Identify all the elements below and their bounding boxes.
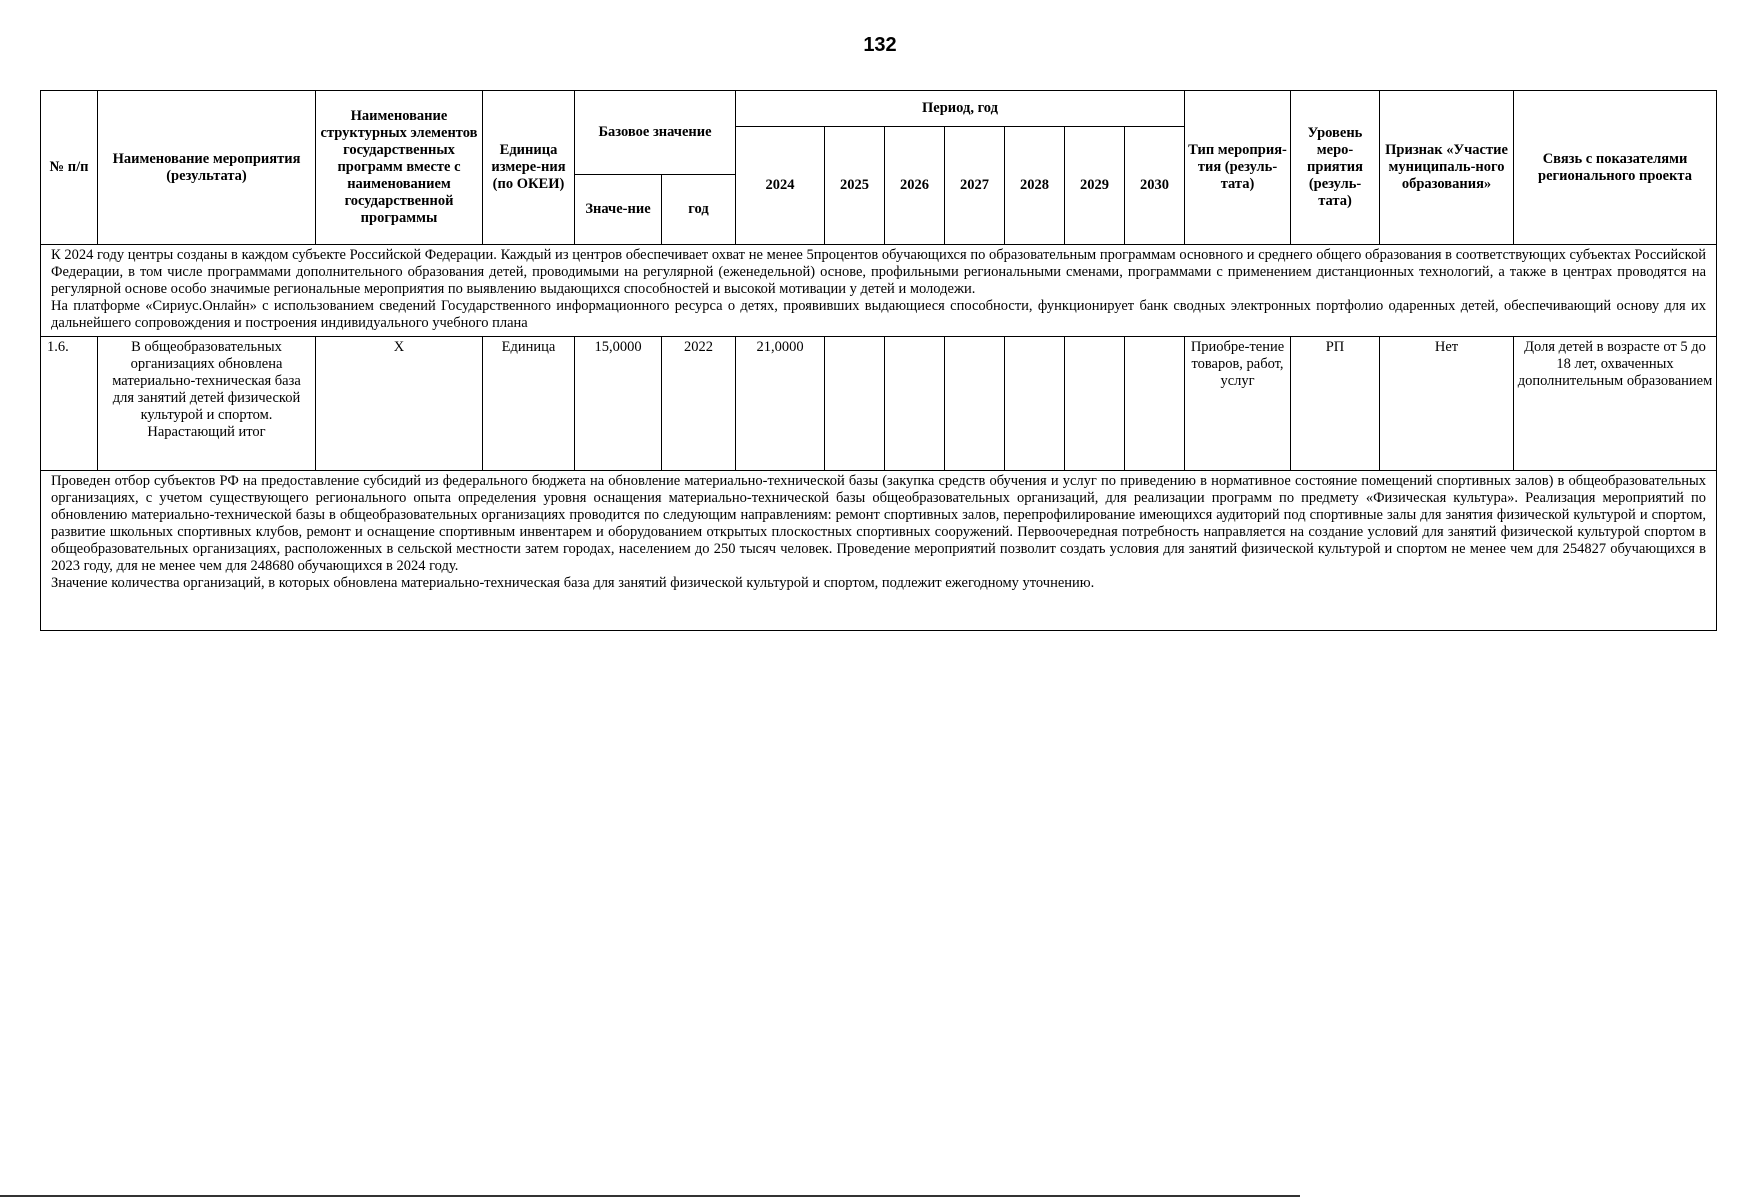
cell-base-value: 15,0000	[575, 337, 662, 471]
cell-2026	[885, 337, 945, 471]
header-year: 2026	[885, 127, 945, 245]
note-row-top	[41, 245, 1717, 337]
cell-name: В общеобразовательных организациях обновлена материально-техническая база для занятий детей физической культурой и спортом. Нарастающий итог	[98, 337, 316, 471]
header-base: Базовое значение	[575, 91, 736, 175]
note-bottom	[41, 471, 1717, 631]
header-base-value: Значе-ние	[575, 175, 662, 245]
note-top-paragraph-1: К 2024 году центры созданы в каждом субъекте Российской Федерации. Каждый из центров обеспечивает охват не менее 5процентов обучающихся по образовательным программам основного и среднего общего образования в соответствующих субъектах Российской Федерации, в том числе программами дополнительного образования детей, проводимыми на регулярной (еженедельной) основе, профильными региональными сменами, программами с применением дистанционных технологий, а также в центрах проводятся на регулярной основе особо значимые региональные мероприятия по выявлению выдающихся способностей и высокой мотивации у детей и молодежи.	[51, 247, 1707, 297]
header-num: № п/п	[41, 91, 98, 245]
cell-structural: X	[316, 337, 483, 471]
cell-level: РП	[1291, 337, 1380, 471]
cell-2029	[1065, 337, 1125, 471]
cell-link: Доля детей в возрасте от 5 до 18 лет, охваченных дополнительным образованием	[1514, 337, 1717, 471]
header-year: 2030	[1125, 127, 1185, 245]
header-year: 2024	[736, 127, 825, 245]
cell-type: Приобре-тение товаров, работ, услуг	[1185, 337, 1291, 471]
header-municipal: Признак «Участие муниципаль-ного образования»	[1380, 91, 1514, 245]
header-unit: Единица измере-ния (по ОКЕИ)	[483, 91, 575, 245]
cell-2028	[1005, 337, 1065, 471]
header-year: 2025	[825, 127, 885, 245]
measures-table	[40, 90, 1717, 631]
cell-2027	[945, 337, 1005, 471]
cell-2030	[1125, 337, 1185, 471]
note-bottom-paragraph-1: Проведен отбор субъектов РФ на предоставление субсидий из федерального бюджета на обновление материально-технической базы (закупка средств обучения и услуг по приведению в нормативное состояние помещений спортивных залов) в общеобразовательных организациях, с учетом существующего регионального опыта определения уровня оснащения материально-технической базы общеобразовательных организаций, для реализации программ по предмету «Физическая культура». Реализация мероприятий по обновлению материально-технической базы в общеобразовательных организациях проводится по следующим направлениям: ремонт спортивных залов, перепрофилирование имеющихся аудиторий под спортивные залы для занятия физической культурой и спортом, развитие школьных спортивных клубов, ремонт и оснащение спортивным инвентарем и оборудованием открытых плоскостных спортивных сооружений. Первоочередная потребность направляется на создание условий для занятий физической культурой спортом в общеобразовательных организациях, расположенных в сельской местности затем городах, населением до 250 тысяч человек. Проведение мероприятий позволит создать условия для занятий физической культурой и спортом не менее чем для 254827 обучающихся в 2023 году, для не менее чем для 248680 обучающихся в 2024 году.	[51, 473, 1707, 574]
note-top-paragraph-2: На платформе «Сириус.Онлайн» с использованием сведений Государственного информационного ресурса о детях, проявивших выдающиеся способности, функционирует банк сводных электронных портфолио одаренных детей, обеспечивающий основу для их дальнейшего сопровождения и построения индивидуального учебного плана	[51, 298, 1707, 331]
cell-base-year: 2022	[662, 337, 736, 471]
table-row	[41, 337, 1717, 471]
header-type: Тип мероприя-тия (резуль-тата)	[1185, 91, 1291, 245]
cell-2024: 21,0000	[736, 337, 825, 471]
header-structural: Наименование структурных элементов государственных программ вместе с наименованием государственной программы	[316, 91, 483, 245]
page-number: 132	[863, 34, 897, 56]
header-base-year: год	[662, 175, 736, 245]
header-level: Уровень меро-приятия (резуль-тата)	[1291, 91, 1380, 245]
header-link: Связь с показателями регионального проекта	[1514, 91, 1717, 245]
header-year: 2027	[945, 127, 1005, 245]
cell-num: 1.6.	[41, 337, 98, 471]
footer-divider	[0, 1195, 1300, 1197]
cell-municipal: Нет	[1380, 337, 1514, 471]
header-year: 2028	[1005, 127, 1065, 245]
note-row-bottom	[41, 471, 1717, 631]
header-row-1	[41, 91, 1717, 127]
header-name: Наименование мероприятия (результата)	[98, 91, 316, 245]
cell-2025	[825, 337, 885, 471]
note-bottom-paragraph-2: Значение количества организаций, в которых обновлена материально-техническая база для занятий физической культурой и спортом, подлежит ежегодному уточнению.	[51, 575, 1095, 591]
header-period: Период, год	[736, 91, 1185, 127]
note-top	[41, 245, 1717, 337]
header-year: 2029	[1065, 127, 1125, 245]
cell-unit: Единица	[483, 337, 575, 471]
